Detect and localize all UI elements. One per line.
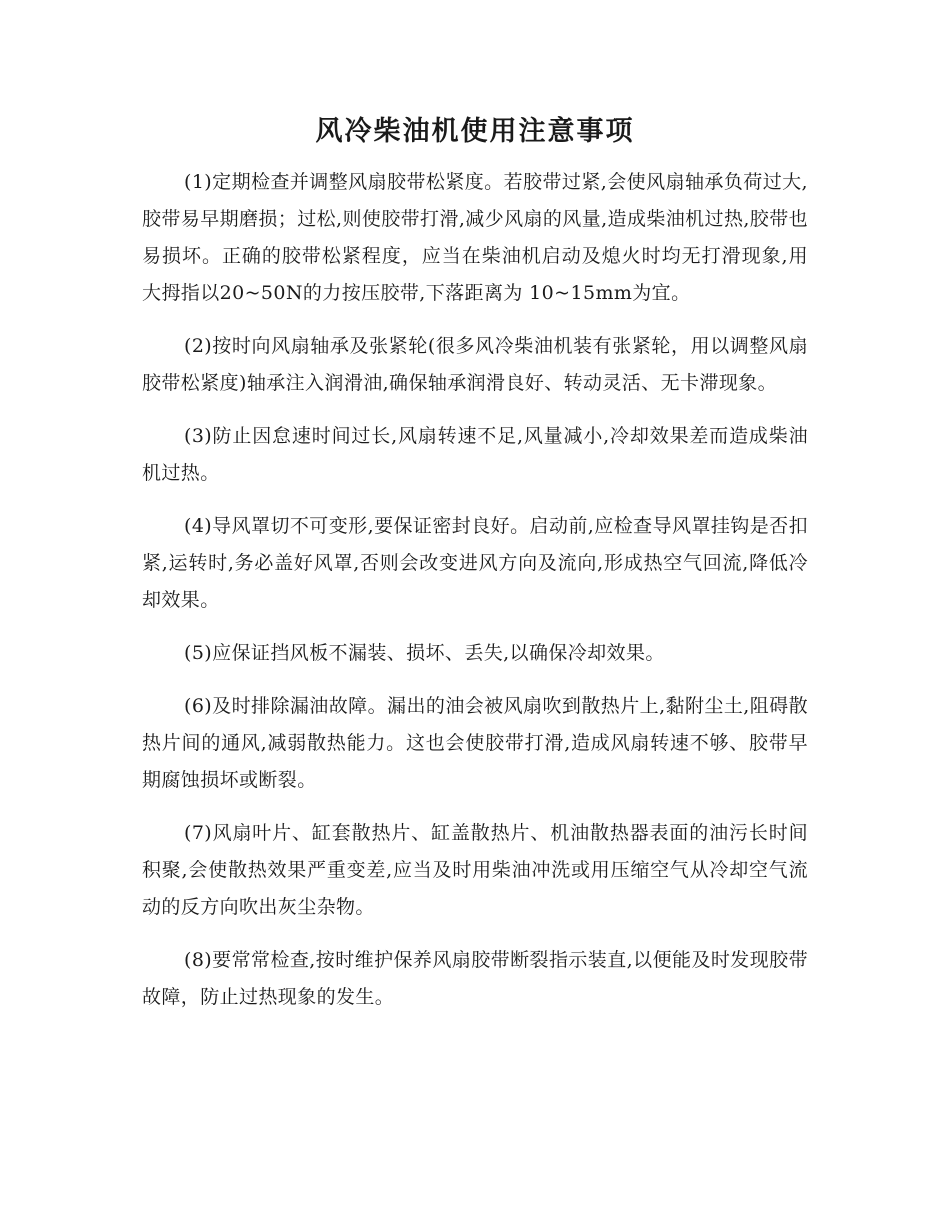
paragraph-2: (2)按时向风扇轴承及张紧轮(很多风冷柴油机装有张紧轮，用以调整风扇胶带松紧度)轴承注入润滑油,确保轴承润滑良好、转动灵活、无卡滞现象。 [142,335,808,394]
document-body [142,164,808,1032]
paragraph-5: (5)应保证挡风板不漏装、损坏、丢失,以确保冷却效果。 [184,642,665,664]
page-title: 风冷柴油机使用注意事项 [315,116,635,147]
paragraph-1: (1)定期检查并调整风扇胶带松紧度。若胶带过紧,会使风扇轴承负荷过大,胶带易早期磨损；过松,则使胶带打滑,减少风扇的风量,造成柴油机过热,胶带也易损坏。正确的胶带松紧程度，应当在柴油机启动及熄火时均无打滑现象,用大拇指以20~50N的力按压胶带,下落距离为 10~15mm为宜。 [142,171,808,304]
paragraph-6: (6)及时排除漏油故障。漏出的油会被风扇吹到散热片上,黏附尘土,阻碍散热片间的通风,减弱散热能力。这也会使胶带打滑,造成风扇转速不够、胶带早期腐蚀损坏或断裂。 [142,695,808,791]
paragraph-8: (8)要常常检查,按时维护保养风扇胶带断裂指示装直,以便能及时发现胶带故障，防止过热现象的发生。 [142,949,808,1008]
paragraph-7: (7)风扇叶片、缸套散热片、缸盖散热片、机油散热器表面的油污长时间积聚,会使散热效果严重变差,应当及时用柴油冲洗或用压缩空气从冷却空气流动的反方向吹出灰尘杂物。 [142,822,808,918]
paragraph-4: (4)导风罩切不可变形,要保证密封良好。启动前,应检查导风罩挂钩是否扣紧,运转时,务必盖好风罩,否则会改变进风方向及流向,形成热空气回流,降低冷却效果。 [142,515,808,611]
paragraph-3: (3)防止因怠速时间过长,风扇转速不足,风量减小,冷却效果差而造成柴油机过热。 [142,425,808,484]
